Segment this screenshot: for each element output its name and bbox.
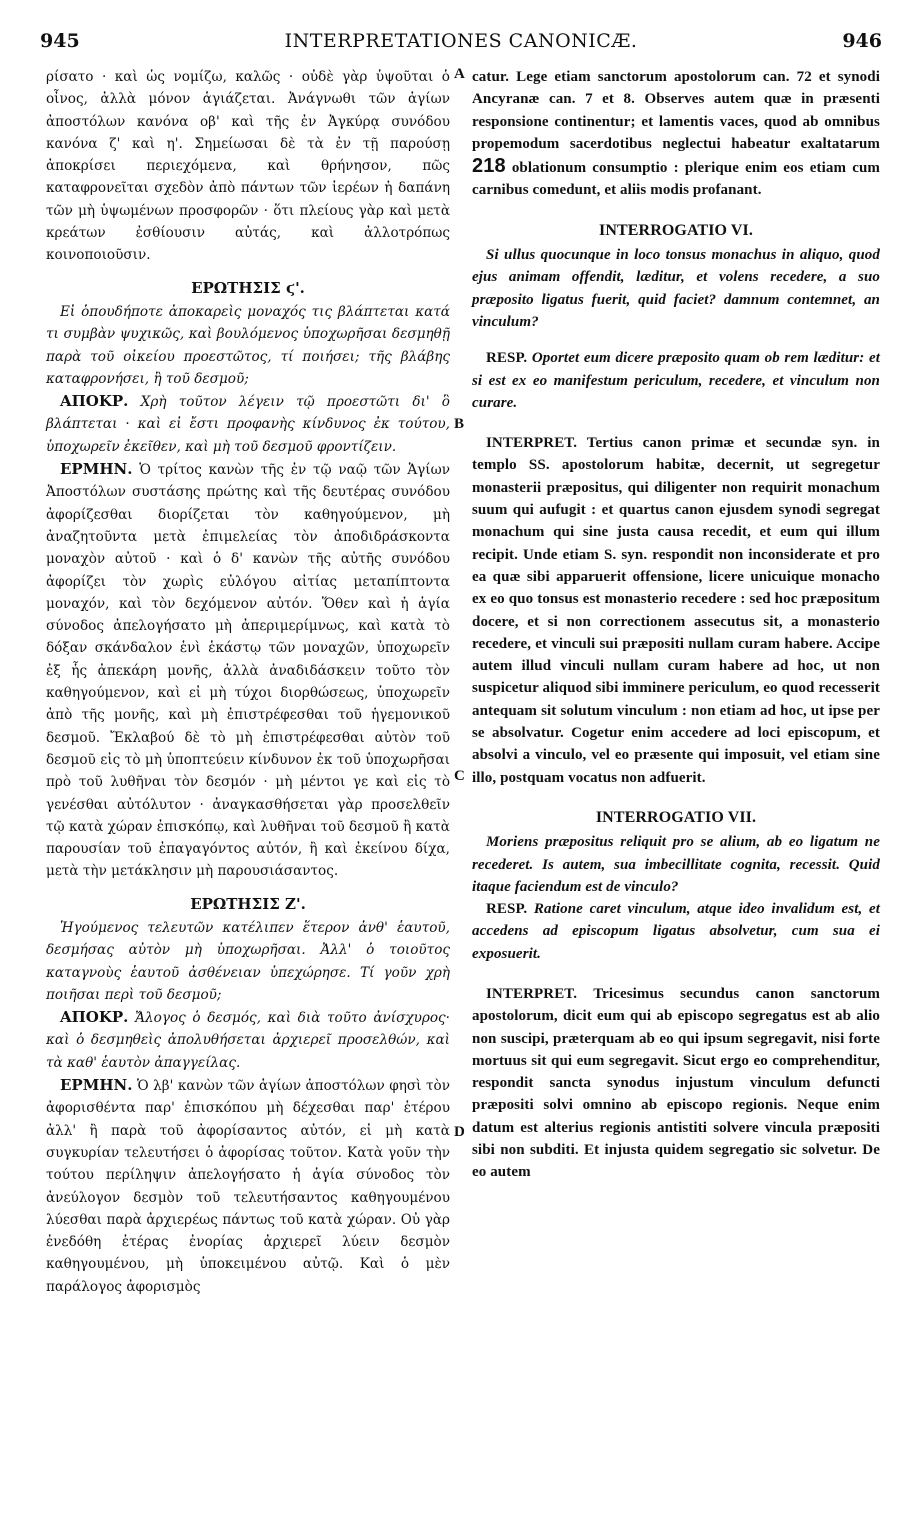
greek-answer-6-text: Χρὴ τοῦτον λέγειν τῷ προεστῶτι δι' ὃ βλάπτεται · καὶ εἰ ἔστι προφανὴς κίνδυνος ἐκ τούτου, ὑποχωρεῖν ἐκεῖθεν, καὶ μὴ τοῦ δεσμοῦ φροντίζειν. (46, 394, 450, 455)
greek-answer-7-text: Ἄλογος ὁ δεσμός, καὶ διὰ τοῦτο ἀνίσχυρος· καὶ ὁ δεσμηθεὶς ἀπολυθήσεται ἀρχιερεῖ προσελθών, καὶ τὰ καθ' ἑαυτὸν ἀπαγγείλας. (46, 1010, 450, 1071)
page-number-right: 946 (842, 30, 882, 52)
latin-question-7-text: Moriens præpositus reliquit pro se alium, ab eo ligatum ne recederet. Is autem, sua imbecillitate cognita, recessit. Quid itaque faciendum est de vinculo? (472, 834, 880, 895)
greek-column (46, 66, 450, 1298)
latin-interpretation-7-text: Tricesimus secundus canon sanctorum apostolorum, dicit eum qui ab episcopo segregatus est ab alio non suscipi, præterquam ab eo qui ipsum segregavit, nisi forte mortuus sit qui eum segregavit. Sicut ergo eo comprehenditur, respondit sancta synodus injustum vinculum defuncti præpositi solvi omnino ab episcopo regionis. Neque enim datum est alterius regionis antistiti solvere vincula præpositi sibi non subditi. Et injusta quidem segregatio sic solvetur. De eo autem (472, 985, 880, 1181)
greek-interpretation-6-text: Ὁ τρίτος κανὼν τῆς ἐν τῷ ναῷ τῶν Ἁγίων Ἀποστόλων συστάσης πρώτης καὶ τῆς δευτέρας συνόδου ἀφορίζεσθαι διορίζεται τὸν καθηγούμενον, μὴ ἀναζητοῦντα μετὰ ἐπιμελείας τὸν ἀποδιδράσκοντα μοναχὸν αὐτοῦ · καὶ ὁ δ' κανὼν τῆς αὐτῆς συνόδου ἀφορίζει τὸν χωρὶς εὐλόγου αἰτίας μεταπίπτοντα μοναχόν, καὶ τὸν δεχόμενον αὐτόν. Ὅθεν καὶ ἡ ἁγία σύνοδος ἀπελογήσατο μὴ ἀπεριμερίμνως, καὶ κατὰ τὸ δόξαν σκάνδαλον ἑνὶ ἑκάστῳ τῶν μοναχῶν, ὑποχωρεῖν ἐξ ἧς ἀπεκάρη μονῆς, ἀλλὰ ἀναδιδάσκειν τοῦτο τὸν καθηγούμενον, καὶ εἰ μὴ τύχοι διορθώσεως, ὑποχωρεῖν ἀπὸ τῆς μονῆς, καὶ μὴ ἐπιστρέφεσθαι τοῦ ἡγεμονικοῦ δεσμοῦ. Ἔκλαβού δὲ τὸ μὴ ἐπιστρέφεσθαι αὐτὸν τοῦ δεσμοῦ εἰς τὸ μὴ ὑποπτεύειν κίνδυνον ἐκ τοῦ ὑποχωρῆσαι πρὸ τοῦ λυθῆναι τὸν δεσμόν · μὴ μέντοι γε καὶ εἰς τὸ γενέσθαι αὐτόλυτον · ἀναγκασθήσεται γὰρ προσελθεῖν τῷ κατὰ χώραν ἐπισκόπῳ, καὶ λυθῆναι τοῦ δεσμοῦ ἢ κατὰ παρουσίαν τοῦ ἐπαγαγόντος αὐτόν, ἢ καὶ ἐκείνου δίχα, μετὰ τὴν μετάκλησιν μὴ παρουσιάσαντος. (46, 462, 450, 880)
latin-answer-6-label: RESP. (486, 350, 528, 367)
latin-column (472, 66, 880, 1184)
greek-question-6-heading: ΕΡΩΤΗΣΙΣ ϛ'. (191, 278, 305, 297)
latin-answer-7-label: RESP. (486, 901, 528, 918)
latin-interpretation-6 (472, 432, 880, 789)
greek-answer-7-label: ΑΠΟΚΡ. (60, 1008, 129, 1027)
greek-interpretation-6 (46, 458, 450, 883)
latin-answer-6-text: Oportet eum dicere præposito quam ob rem læditur: et si est ex eo manifestum periculum, recedere, et vinculum non curare. (472, 350, 880, 411)
greek-question-6-text: Εἰ ὁπουδήποτε ἀποκαρεὶς μοναχός τις βλάπτεται κατά τι συμβὰν ψυχικῶς, καὶ βουλόμενος ὑποχωρῆσαι δεσμηθῇ παρὰ τοῦ οἰκείου προεστῶτος, τί ποιήσει; τῆς βλάβης καταφρονήσει, ἢ τοῦ δεσμοῦ; (46, 303, 450, 387)
margin-letter-a: A (454, 66, 465, 82)
latin-answer-6 (472, 347, 880, 414)
latin-intro-paragraph (472, 66, 880, 202)
greek-interpretation-7-text: Ὁ λβ' κανὼν τῶν ἁγίων ἀποστόλων φησὶ τὸν ἀφορισθέντα παρ' ἐπισκόπου μὴ δέχεσθαι παρ' ἑτέρου ἀλλ' ἢ παρὰ τοῦ ἀφορίσαντος αὐτόν, εἰ μὴ κατὰ συγκυρίαν τελευτήσει ὁ ἀφορίσας τοῦτον. Κατὰ γοῦν τὴν τούτου περίληψιν ἀπελογήσατο ἡ ἁγία σύνοδος τὸν ἀνεύλογον δεσμὸν τοῦ τελευτήσαντος καθηγουμένου λύεσθαι παρὰ ἀρχιερέως πάντως τοῦ κατὰ χώραν. Οὐ γὰρ ἐνεδόθη ἑτέρας ἐνορίας ἀρχιερεῖ λύειν δεσμὸν καθηγουμένου, μὴ ὑποκειμένου αὐτῷ. Καὶ ὁ μὲν παράλογος ἀφορισμὸς (46, 1078, 450, 1295)
latin-question-7-heading: INTERROGATIO VII. (595, 808, 757, 826)
latin-question-6-text: Si ullus quocunque in loco tonsus monachus in aliquo, quod ejus animam offendit, læditur, et volens recedere, a suo præposito ligatus fuerit, quid faciet? damnum contemnet, an vinculum? (472, 247, 880, 330)
page-number-left: 945 (40, 30, 80, 52)
latin-question-6-heading: INTERROGATIO VI. (599, 221, 753, 239)
latin-interpretation-6-text: Tertius canon primæ et secundæ syn. in templo SS. apostolorum habitæ, decernit, ut segregetur monasterii præpositus, qui diligenter non requirit monachum suum qui aufugit : et quartus canon ejusdem synodi segregat monachum qui sine justa causa recedit, et eum qui illum recipit. Unde etiam S. syn. respondit non inconsiderate et pro ea quæ sibi apparuerit offensione, licere unicuique monacho ex eo quo tonsus est monasterio recedere : sed hoc præpositum docere, et si non correctionem assecutus sit, a monasterio recedere, et vinculi sui præpositi nullam curam habere. Accipe autem illud vinculi nullam curam habere ad hoc, ut non suspicetur aliquod sibi imminere periculum, eo quod recesserit antequam sit solutum vinculum : non etiam ad hoc, ut ipse per se absolvatur. Cogetur enim accedere ad loci episcopum, et absolvi a vinculo, vel eo præsente qui imposuit, vel etiam sine illo, postquam vocatus non adfuerit. (472, 435, 880, 786)
greek-intro-paragraph: ρίσατο · καὶ ὡς νομίζω, καλῶς · οὐδὲ γὰρ ὑψοῦται ὁ οἶνος, ἀλλὰ μόνον ἁγιάζεται. Ἀνάγνωθι τῶν ἁγίων ἀποστόλων κανόνα οβ' καὶ τῆς ἐν Ἀγκύρᾳ συνόδου κανόνα ζ' καὶ η'. Σημείωσαι δὲ τὰ ἐν τῇ παρούσῃ ἀποκρίσει περιεχόμενα, καὶ θρήνησον, πῶς καταφρονεῖται σχεδὸν ἀπὸ πάντων τῶν ἱερέων ἡ δαπάνη τῶν μὴ ὑψωμένων προσφορῶν · ὅτι πλείους γὰρ καὶ μετὰ κρεάτων ἐσθίουσιν αὐτάς, καὶ ἀλλοτρόπως κοινοποιοῦσιν. (46, 69, 450, 264)
latin-interpretation-7 (472, 983, 880, 1184)
greek-question-7-heading: ΕΡΩΤΗΣΙΣ Ζ'. (190, 894, 306, 913)
running-header (40, 30, 882, 56)
greek-interpretation-6-label: ΕΡΜΗΝ. (60, 460, 133, 479)
margin-letter-d: D (454, 1124, 465, 1140)
margin-letter-c: C (454, 768, 465, 784)
latin-answer-7-text: Ratione caret vinculum, atque ideo invalidum est, et accedens ad episcopum ligatus absolvetur, cum sua ei exposuerit. (472, 901, 880, 962)
latin-intro-text-a: catur. Lege etiam sanctorum apostolorum can. 72 et synodi Ancyranæ can. 7 et 8. Observes autem quæ in præsenti responsione continentur; et lamentis vaces, quod ab omnibus propemodum sacerdotibus neglectui habeatur exaltatarum (472, 69, 880, 152)
column-number-marker: 218 (472, 155, 506, 178)
latin-answer-7 (472, 898, 880, 965)
greek-interpretation-7-label: ΕΡΜΗΝ. (60, 1076, 133, 1095)
greek-interpretation-7 (46, 1074, 450, 1298)
running-title: INTERPRETATIONES CANONICÆ. (284, 30, 638, 52)
latin-intro-text-b: oblationum consumptio : plerique enim eos etiam cum carnibus comedunt, et aliis modis profanant. (472, 160, 880, 199)
latin-interpretation-7-label: INTERPRET. (486, 985, 578, 1002)
margin-letter-b: B (454, 416, 465, 432)
greek-answer-7 (46, 1006, 450, 1074)
latin-interpretation-6-label: INTERPRET. (486, 435, 578, 452)
greek-answer-6-label: ΑΠΟΚΡ. (60, 392, 129, 411)
greek-question-7-text: Ἡγούμενος τελευτῶν κατέλιπεν ἕτερον ἀνθ' ἑαυτοῦ, δεσμήσας αὐτὸν μὴ ὑποχωρῆσαι. Ἀλλ' ὁ τοιοῦτος καταγνοὺς ἑαυτοῦ ἀσθένειαν ὑπεχώρησε. Τί γοῦν χρὴ ποιῆσαι περὶ τοῦ δεσμοῦ; (46, 919, 450, 1003)
greek-answer-6 (46, 390, 450, 458)
